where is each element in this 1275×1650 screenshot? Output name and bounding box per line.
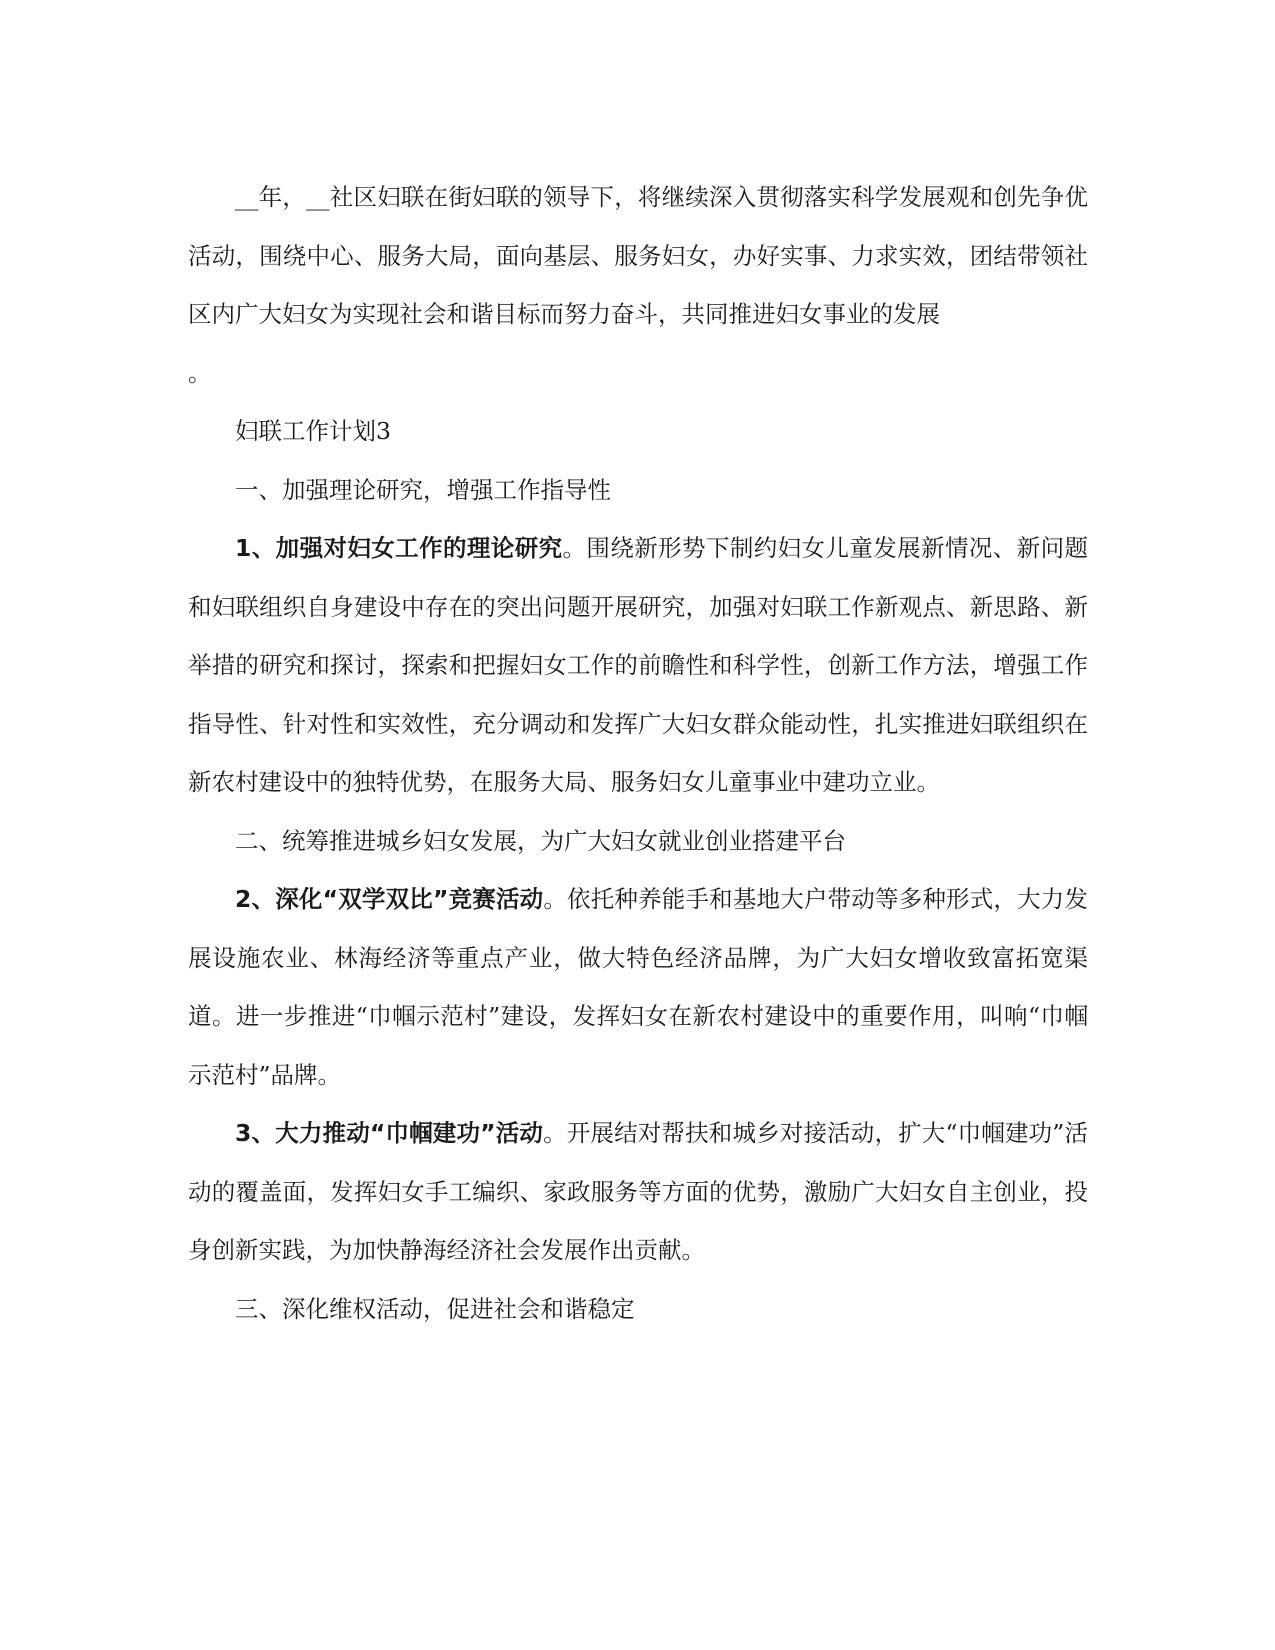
heading-1 bbox=[188, 461, 1088, 520]
paragraph-text: __年，__社区妇联在街妇联的领导下，将继续深入贯彻落实科学发展观和创先争优活动，围绕中心、服务大局，面向基层、服务妇女，办好实事、力求实效，团结带领社区内广大妇女为实现社会和谐目标而努力奋斗，共同推进妇女事业的发展 bbox=[188, 183, 1088, 328]
item-1 bbox=[188, 519, 1088, 812]
item-lead: 1、加强对妇女工作的理论研究 bbox=[235, 534, 563, 562]
item-text: 。围绕新形势下制约妇女儿童发展新情况、新问题和妇联组织自身建设中存在的突出问题开展研究，加强对妇联工作新观点、新思路、新举措的研究和探讨，探索和把握妇女工作的前瞻性和科学性，创新工作方法，增强工作指导性、针对性和实效性，充分调动和发挥广大妇女群众能动性，扎实推进妇联组织在新农村建设中的独特优势，在服务大局、服务妇女儿童事业中建功立业。 bbox=[188, 534, 1088, 796]
item-lead: 3、大力推动“巾帼建功”活动 bbox=[235, 1119, 544, 1147]
heading-text: 二、统筹推进城乡妇女发展，为广大妇女就业创业搭建平台 bbox=[235, 826, 846, 855]
heading-2 bbox=[188, 812, 1088, 871]
heading-3 bbox=[188, 1280, 1088, 1339]
section-title-text: 妇联工作计划3 bbox=[235, 417, 391, 445]
paragraph-period bbox=[188, 344, 1088, 403]
document-body bbox=[188, 168, 1088, 1338]
paragraph-intro bbox=[188, 168, 1088, 344]
item-lead: 2、深化“双学双比”竞赛活动 bbox=[235, 885, 544, 913]
item-text: 。依托种养能手和基地大户带动等多种形式，大力发展设施农业、林海经济等重点产业，做大特色经济品牌，为广大妇女增收致富拓宽渠道。进一步推进“巾帼示范村”建设，发挥妇女在新农村建设中的重要作用，叫响“巾帼示范村”品牌。 bbox=[188, 885, 1088, 1089]
heading-text: 三、深化维权活动，促进社会和谐稳定 bbox=[235, 1294, 635, 1323]
item-text: 。开展结对帮扶和城乡对接活动，扩大“巾帼建功”活动的覆盖面，发挥妇女手工编织、家政服务等方面的优势，激励广大妇女自主创业，投身创新实践，为加快静海经济社会发展作出贡献。 bbox=[188, 1119, 1088, 1264]
paragraph-text: 。 bbox=[188, 358, 212, 387]
item-2 bbox=[188, 870, 1088, 1104]
heading-text: 一、加强理论研究，增强工作指导性 bbox=[235, 475, 611, 504]
section-title bbox=[188, 402, 1088, 461]
item-3 bbox=[188, 1104, 1088, 1280]
